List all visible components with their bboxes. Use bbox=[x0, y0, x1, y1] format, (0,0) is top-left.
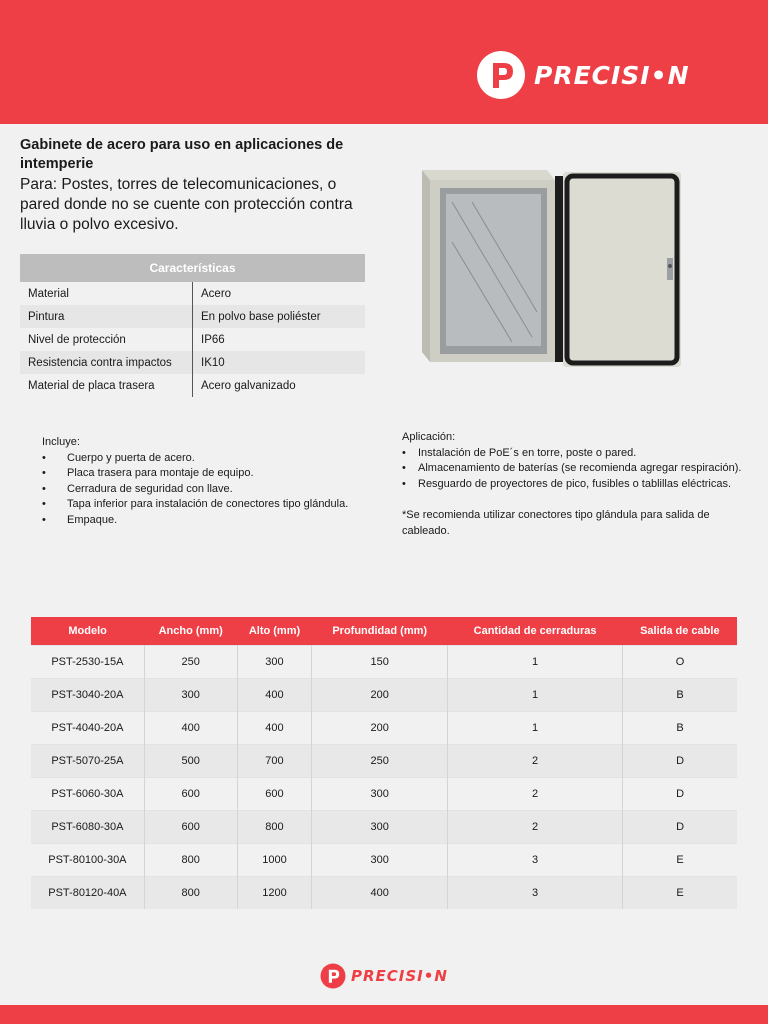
product-description bbox=[20, 136, 380, 235]
table-cell: D bbox=[623, 745, 737, 778]
spec-value: IK10 bbox=[193, 351, 366, 374]
footer-logo[interactable] bbox=[320, 963, 448, 989]
models-table bbox=[31, 617, 737, 909]
table-cell: 3 bbox=[448, 844, 623, 877]
table-cell: PST-4040-20A bbox=[31, 712, 144, 745]
application-list bbox=[402, 446, 742, 493]
table-cell: 1000 bbox=[237, 844, 312, 877]
includes-item: • Placa trasera para montaje de equipo. bbox=[42, 466, 387, 482]
table-cell: E bbox=[623, 877, 737, 910]
table-cell: 300 bbox=[144, 679, 237, 712]
models-column-header: Salida de cable bbox=[623, 617, 737, 646]
table-cell: PST-6060-30A bbox=[31, 778, 144, 811]
table-cell: 1200 bbox=[237, 877, 312, 910]
models-column-header: Modelo bbox=[31, 617, 144, 646]
table-cell: 1 bbox=[448, 712, 623, 745]
brand-p-icon bbox=[476, 50, 526, 100]
table-cell: 600 bbox=[144, 778, 237, 811]
table-cell: 700 bbox=[237, 745, 312, 778]
application-section bbox=[402, 430, 742, 539]
table-cell: 800 bbox=[144, 877, 237, 910]
table-cell: 2 bbox=[448, 811, 623, 844]
table-cell: PST-5070-25A bbox=[31, 745, 144, 778]
table-cell: 200 bbox=[312, 679, 448, 712]
spec-value: Acero galvanizado bbox=[201, 379, 296, 392]
table-row bbox=[31, 844, 737, 877]
table-cell: 250 bbox=[144, 646, 237, 679]
table-cell: 300 bbox=[312, 811, 448, 844]
table-cell: 1 bbox=[448, 679, 623, 712]
specs-header: Características bbox=[20, 254, 365, 282]
table-cell: 150 bbox=[312, 646, 448, 679]
product-subtitle: Para: Postes, torres de telecomunicaciones, o pared donde no se cuente con protección contra lluvia o polvo excesivo. bbox=[20, 176, 353, 233]
application-item: • Resguardo de proyectores de pico, fusibles o tablillas eléctricas. bbox=[402, 477, 742, 493]
application-note: *Se recomienda utilizar conectores tipo glándula para salida de cableado. bbox=[402, 509, 710, 537]
table-cell: 200 bbox=[312, 712, 448, 745]
footer-brand-name: PRECISI•N bbox=[351, 967, 448, 985]
models-column-header: Cantidad de cerraduras bbox=[448, 617, 623, 646]
models-column-header: Alto (mm) bbox=[237, 617, 312, 646]
includes-title: Incluye: bbox=[42, 436, 80, 448]
includes-item: • Cuerpo y puerta de acero. bbox=[42, 451, 387, 467]
header-banner bbox=[0, 0, 768, 124]
table-cell: 250 bbox=[312, 745, 448, 778]
table-cell: 400 bbox=[312, 877, 448, 910]
application-item: • Instalación de PoE´s en torre, poste o pared. bbox=[402, 446, 742, 462]
table-row bbox=[31, 745, 737, 778]
table-cell: 600 bbox=[237, 778, 312, 811]
table-cell: PST-6080-30A bbox=[31, 811, 144, 844]
spec-key: Pintura bbox=[20, 305, 193, 328]
table-row bbox=[31, 679, 737, 712]
includes-item: • Tapa inferior para instalación de conectores tipo glándula. bbox=[42, 497, 387, 513]
table-cell: 300 bbox=[312, 844, 448, 877]
product-title: Gabinete de acero para uso en aplicaciones de intemperie bbox=[20, 137, 344, 172]
footer-bar bbox=[0, 1005, 768, 1024]
spec-key: Material bbox=[20, 282, 193, 305]
table-cell: D bbox=[623, 778, 737, 811]
table-cell: 3 bbox=[448, 877, 623, 910]
table-cell: B bbox=[623, 679, 737, 712]
table-cell: 400 bbox=[237, 712, 312, 745]
table-cell: 400 bbox=[144, 712, 237, 745]
includes-list bbox=[42, 451, 387, 529]
spec-row bbox=[20, 328, 365, 351]
spec-row bbox=[20, 351, 365, 374]
cabinet-image bbox=[412, 162, 712, 372]
models-column-header: Ancho (mm) bbox=[144, 617, 237, 646]
table-cell: PST-3040-20A bbox=[31, 679, 144, 712]
spec-value: IP66 bbox=[201, 333, 225, 346]
table-cell: 800 bbox=[237, 811, 312, 844]
spec-key: Nivel de protección bbox=[20, 328, 193, 351]
spec-row bbox=[20, 282, 365, 305]
table-cell: 300 bbox=[312, 778, 448, 811]
table-cell: 2 bbox=[448, 778, 623, 811]
table-cell: 400 bbox=[237, 679, 312, 712]
table-cell: 2 bbox=[448, 745, 623, 778]
specs-table bbox=[20, 254, 365, 397]
application-title: Aplicación: bbox=[402, 431, 456, 443]
table-cell: E bbox=[623, 844, 737, 877]
table-cell: 1 bbox=[448, 646, 623, 679]
brand-p-icon bbox=[320, 963, 346, 989]
table-row bbox=[31, 646, 737, 679]
table-row bbox=[31, 877, 737, 910]
spec-value: En polvo base poliéster bbox=[193, 305, 366, 328]
table-row bbox=[31, 778, 737, 811]
table-cell: 300 bbox=[237, 646, 312, 679]
table-cell: D bbox=[623, 811, 737, 844]
table-cell: O bbox=[623, 646, 737, 679]
spec-row bbox=[20, 305, 365, 328]
brand-logo[interactable] bbox=[476, 50, 690, 100]
table-row bbox=[31, 811, 737, 844]
application-item: • Almacenamiento de baterías (se recomienda agregar respiración). bbox=[402, 461, 742, 477]
table-cell: 600 bbox=[144, 811, 237, 844]
table-cell: 500 bbox=[144, 745, 237, 778]
spec-value: Acero bbox=[201, 287, 232, 300]
spec-row bbox=[20, 374, 365, 397]
table-cell: PST-80120-40A bbox=[31, 877, 144, 910]
spec-key: Resistencia contra impactos bbox=[20, 351, 193, 374]
spec-key: Material de placa trasera bbox=[20, 374, 193, 397]
models-column-header: Profundidad (mm) bbox=[312, 617, 448, 646]
table-cell: B bbox=[623, 712, 737, 745]
table-row bbox=[31, 712, 737, 745]
includes-item: • Cerradura de seguridad con llave. bbox=[42, 482, 387, 498]
includes-item: • Empaque. bbox=[42, 513, 387, 529]
brand-name: PRECISI•N bbox=[534, 60, 690, 90]
includes-section bbox=[42, 435, 387, 528]
table-cell: PST-2530-15A bbox=[31, 646, 144, 679]
table-cell: 800 bbox=[144, 844, 237, 877]
table-cell: PST-80100-30A bbox=[31, 844, 144, 877]
